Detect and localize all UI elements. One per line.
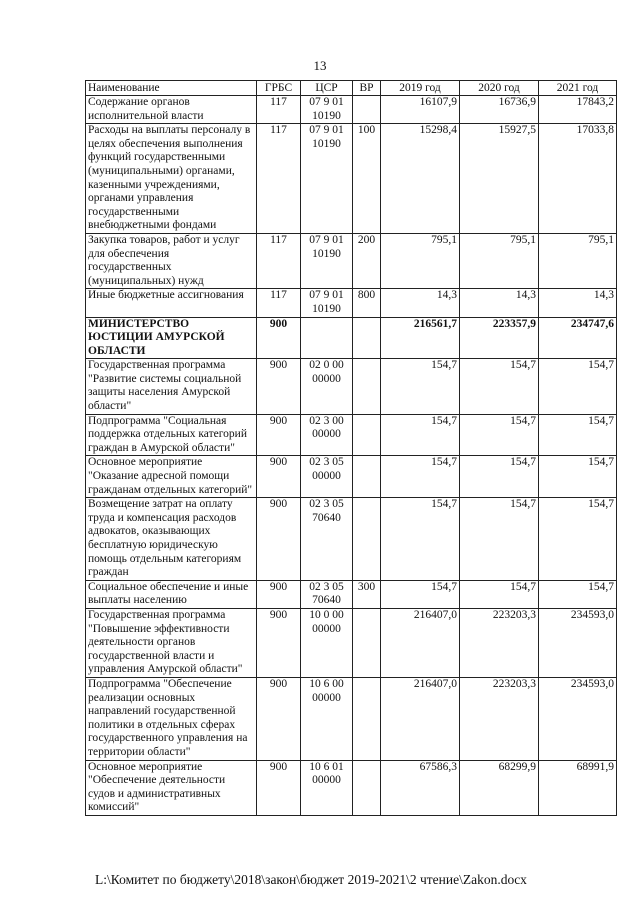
cell-name: МИНИСТЕРСТВО ЮСТИЦИИ АМУРСКОЙ ОБЛАСТИ <box>86 317 257 359</box>
cell-vr <box>353 677 381 760</box>
cell-grbs: 117 <box>257 124 301 234</box>
cell-2020: 223203,3 <box>460 677 539 760</box>
cell-grbs: 900 <box>257 414 301 456</box>
table-row <box>86 359 617 414</box>
cell-2021: 795,1 <box>539 233 617 288</box>
cell-2019: 216561,7 <box>381 317 460 359</box>
cell-2020: 68299,9 <box>460 760 539 815</box>
cell-name: Содержание органов исполнительной власти <box>86 96 257 124</box>
table-row <box>86 96 617 124</box>
cell-grbs: 900 <box>257 677 301 760</box>
cell-csr: 02 3 00 00000 <box>301 414 353 456</box>
header-2021: 2021 год <box>539 81 617 96</box>
cell-2020: 154,7 <box>460 580 539 608</box>
cell-name: Государственная программа "Повышение эффективности деятельности органов государственной власти и управления Амурской области" <box>86 608 257 677</box>
cell-2021: 234593,0 <box>539 677 617 760</box>
header-2019: 2019 год <box>381 81 460 96</box>
cell-2020: 14,3 <box>460 289 539 317</box>
cell-vr: 800 <box>353 289 381 317</box>
cell-2020: 223357,9 <box>460 317 539 359</box>
footer-file-path: L:\Комитет по бюджету\2018\закон\бюджет 2019-2021\2 чтение\Zakon.docx <box>95 872 527 887</box>
table-header-row <box>86 81 617 96</box>
cell-2019: 15298,4 <box>381 124 460 234</box>
cell-csr: 07 9 01 10190 <box>301 96 353 124</box>
cell-grbs: 900 <box>257 608 301 677</box>
cell-csr: 10 0 00 00000 <box>301 608 353 677</box>
cell-2019: 154,7 <box>381 580 460 608</box>
cell-name: Основное мероприятие "Оказание адресной помощи гражданам отдельных категорий" <box>86 456 257 498</box>
cell-csr: 07 9 01 10190 <box>301 289 353 317</box>
cell-grbs: 900 <box>257 580 301 608</box>
cell-2019: 154,7 <box>381 456 460 498</box>
cell-vr <box>353 96 381 124</box>
cell-name: Подпрограмма "Социальная поддержка отдельных категорий граждан в Амурской области" <box>86 414 257 456</box>
cell-csr: 02 3 05 00000 <box>301 456 353 498</box>
cell-csr <box>301 317 353 359</box>
table-row <box>86 317 617 359</box>
cell-2019: 216407,0 <box>381 608 460 677</box>
page-number: 13 <box>313 58 327 73</box>
table-row <box>86 456 617 498</box>
cell-vr: 300 <box>353 580 381 608</box>
cell-grbs: 117 <box>257 289 301 317</box>
cell-2019: 216407,0 <box>381 677 460 760</box>
cell-grbs: 900 <box>257 498 301 581</box>
cell-vr <box>353 359 381 414</box>
table-row <box>86 414 617 456</box>
cell-name: Подпрограмма "Обеспечение реализации основных направлений государственной политики в отдельных сферах государственного управления на территории области" <box>86 677 257 760</box>
cell-vr: 200 <box>353 233 381 288</box>
cell-2019: 14,3 <box>381 289 460 317</box>
table-row <box>86 760 617 815</box>
cell-csr: 07 9 01 10190 <box>301 124 353 234</box>
cell-2020: 223203,3 <box>460 608 539 677</box>
cell-grbs: 900 <box>257 760 301 815</box>
cell-2021: 154,7 <box>539 498 617 581</box>
cell-2019: 795,1 <box>381 233 460 288</box>
cell-2019: 154,7 <box>381 414 460 456</box>
cell-csr: 07 9 01 10190 <box>301 233 353 288</box>
table-row <box>86 124 617 234</box>
cell-csr: 10 6 01 00000 <box>301 760 353 815</box>
cell-grbs: 900 <box>257 359 301 414</box>
cell-grbs: 900 <box>257 456 301 498</box>
cell-grbs: 117 <box>257 96 301 124</box>
header-2020: 2020 год <box>460 81 539 96</box>
cell-2020: 795,1 <box>460 233 539 288</box>
cell-name: Возмещение затрат на оплату труда и компенсация расходов адвокатов, оказывающих бесплатную юридическую помощь отдельным категориям граждан <box>86 498 257 581</box>
cell-name: Расходы на выплаты персоналу в целях обеспечения выполнения функций государственными (муниципальными) органами, казенными учреждениями, органами управления государственными внебюджетными фондами <box>86 124 257 234</box>
table-row <box>86 289 617 317</box>
cell-2021: 234747,6 <box>539 317 617 359</box>
table-row <box>86 677 617 760</box>
cell-2021: 17033,8 <box>539 124 617 234</box>
header-grbs: ГРБС <box>257 81 301 96</box>
cell-2019: 16107,9 <box>381 96 460 124</box>
cell-vr <box>353 498 381 581</box>
table-row <box>86 608 617 677</box>
budget-table <box>85 80 617 816</box>
cell-2020: 16736,9 <box>460 96 539 124</box>
cell-name: Закупка товаров, работ и услуг для обеспечения государственных (муниципальных) нужд <box>86 233 257 288</box>
table-row <box>86 498 617 581</box>
cell-2021: 154,7 <box>539 456 617 498</box>
cell-vr <box>353 317 381 359</box>
cell-vr: 100 <box>353 124 381 234</box>
cell-vr <box>353 456 381 498</box>
cell-vr <box>353 414 381 456</box>
cell-2020: 15927,5 <box>460 124 539 234</box>
cell-csr: 10 6 00 00000 <box>301 677 353 760</box>
table-row <box>86 233 617 288</box>
header-name: Наименование <box>86 81 257 96</box>
cell-2019: 154,7 <box>381 498 460 581</box>
header-vr: ВР <box>353 81 381 96</box>
cell-2021: 154,7 <box>539 580 617 608</box>
cell-name: Государственная программа "Развитие системы социальной защиты населения Амурской области" <box>86 359 257 414</box>
cell-2021: 154,7 <box>539 414 617 456</box>
cell-2021: 14,3 <box>539 289 617 317</box>
cell-csr: 02 3 05 70640 <box>301 580 353 608</box>
cell-2020: 154,7 <box>460 456 539 498</box>
cell-2019: 67586,3 <box>381 760 460 815</box>
cell-2021: 234593,0 <box>539 608 617 677</box>
cell-2021: 154,7 <box>539 359 617 414</box>
cell-csr: 02 0 00 00000 <box>301 359 353 414</box>
cell-vr <box>353 760 381 815</box>
cell-2020: 154,7 <box>460 359 539 414</box>
cell-name: Иные бюджетные ассигнования <box>86 289 257 317</box>
cell-2020: 154,7 <box>460 498 539 581</box>
cell-2021: 17843,2 <box>539 96 617 124</box>
cell-csr: 02 3 05 70640 <box>301 498 353 581</box>
cell-grbs: 117 <box>257 233 301 288</box>
table-body <box>86 96 617 816</box>
cell-name: Основное мероприятие "Обеспечение деятельности судов и административных комиссий" <box>86 760 257 815</box>
header-csr: ЦСР <box>301 81 353 96</box>
cell-2019: 154,7 <box>381 359 460 414</box>
cell-2021: 68991,9 <box>539 760 617 815</box>
cell-vr <box>353 608 381 677</box>
cell-name: Социальное обеспечение и иные выплаты населению <box>86 580 257 608</box>
table-row <box>86 580 617 608</box>
cell-2020: 154,7 <box>460 414 539 456</box>
cell-grbs: 900 <box>257 317 301 359</box>
